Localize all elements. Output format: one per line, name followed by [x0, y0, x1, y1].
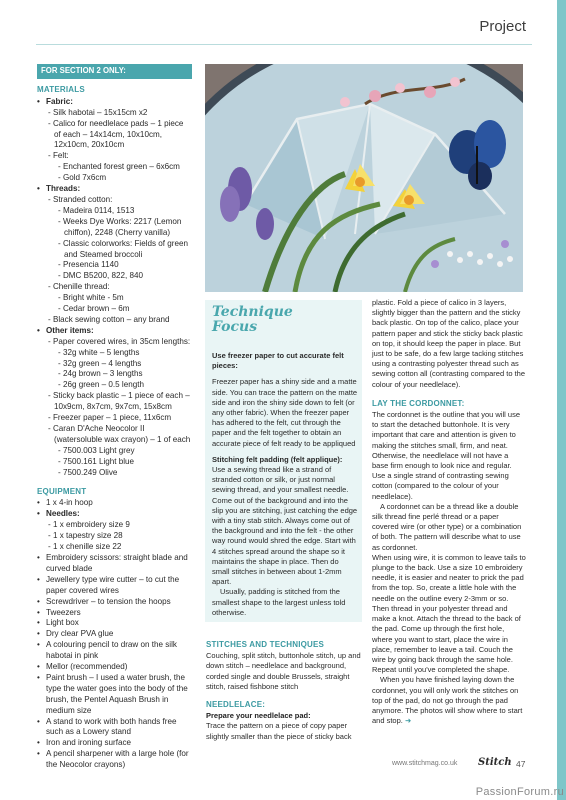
- right-column: [372, 298, 526, 726]
- list-item: • Threads:: [37, 184, 192, 195]
- footer-url: www.stitchmag.co.uk: [392, 760, 458, 767]
- list-item: - Calico for needlelace pads – 1 piece of each – 14x14cm, 10x10cm, 12x10cm, 20x10cm: [48, 118, 184, 150]
- list-item: • Fabric:: [37, 97, 192, 108]
- equipment-heading: EQUIPMENT: [37, 486, 87, 496]
- list-item: - Sticky back plastic – 1 piece of each – 10x9cm, 8x7cm, 9x7cm, 15x8cm: [48, 391, 190, 412]
- technique-focus-body: [212, 351, 358, 624]
- list-item: - Felt:: [48, 151, 69, 161]
- page-number: 47: [516, 759, 526, 769]
- list-item: - Black sewing cotton – any brand: [48, 314, 170, 324]
- embroidery-photo: [205, 64, 523, 292]
- list-item: - 1 x tapestry size 28: [48, 531, 123, 541]
- section-banner: FOR SECTION 2 ONLY:: [37, 64, 192, 79]
- header-rule: [36, 44, 532, 45]
- list-item: - Silk habotai – 15x15cm x2: [48, 107, 148, 117]
- materials-column: [37, 64, 192, 771]
- felt-padding-heading: Stitching felt padding (felt applique):: [212, 454, 343, 464]
- materials-heading: MATERIALS: [37, 84, 85, 94]
- freezer-paper-heading: Use freezer paper to cut accurate felt pieces:: [212, 351, 344, 371]
- continue-arrow-icon: ➜: [404, 716, 412, 726]
- cordonnet-text-2: A cordonnet can be a thread like a double silk thread fine perlé thread or a paper covered wire (or other type) or a combination of both. The pattern will describe what to use as cordonnet.: [372, 501, 522, 552]
- cordonnet-text-3: When using wire, it is common to leave tails to plunge to the back. Use a size 10 embroidery needle, it is easier and neater to prick the pad from the top. So, create a little hole with the needle on the outline every 2-3mm or so. Then thread in your polyester thread and make a knot. Attach the thread to the back of the pad. Come up through the first hole, where you want to start, place the wire in place, remember to leave a tail. Couch the wire by going back through the same hole. Repeat until you've completed the shape.: [372, 552, 526, 675]
- felt-padding-note: Usually, padding is stitched from the smallest shape to the largest unless told otherwise.: [212, 587, 346, 617]
- page-footer: [392, 757, 526, 769]
- page-edge-band: [557, 0, 566, 800]
- list-item: - Classic colorworks: Fields of green and Steamed broccoli: [58, 238, 188, 259]
- equipment-list: [37, 498, 192, 771]
- list-item: - Bright white - 5m: [58, 293, 124, 303]
- watermark: PassionForum.ru: [475, 786, 564, 798]
- list-item: - 1 x embroidery size 9: [48, 520, 130, 530]
- list-item: • Light box: [37, 618, 192, 629]
- list-item: - Stranded cotton:: [48, 194, 113, 204]
- list-item: • Iron and ironing surface: [37, 738, 192, 749]
- list-item: • Embroidery scissors: straight blade and curved blade: [37, 553, 192, 575]
- list-item: - Weeks Dye Works: 2217 (Lemon chiffon), 2248 (Cherry vanilla): [58, 216, 182, 237]
- technique-focus-title: Technique Focus: [212, 304, 293, 335]
- list-item: • 1 x 4-in hoop: [37, 498, 192, 509]
- felt-padding-text: Use a sewing thread like a strand of stranded cotton or silk, or just normal sewing thread, and your smallest needle. Come out of the background and into the slip you are stitching, just catching the edge with a tiny stab stitch. Always come out of the background and into the felt - the other way round would shred the edge. Start with 4 stitches spread around the shape so it maintains the shape in place. Then do small stitches in between about 1-2mm apart.: [212, 465, 358, 587]
- footer-brand-logo: Stitch: [478, 757, 512, 768]
- list-item: - Paper covered wires, in 35cm lengths:: [48, 336, 191, 346]
- cordonnet-heading: LAY THE CORDONNET:: [372, 398, 465, 408]
- list-item: - Presencia 1140: [58, 260, 119, 270]
- needlelace-pad-heading: Prepare your needlelace pad:: [206, 711, 311, 721]
- stitches-section: [206, 640, 363, 742]
- list-item: - 1 x chenille size 22: [48, 542, 122, 552]
- list-item: • A colouring pencil to draw on the silk habotai in pink: [37, 640, 192, 662]
- list-item: - 7500.161 Light blue: [58, 456, 135, 466]
- list-item: - 32g white – 5 lengths: [58, 347, 140, 357]
- list-item: • Screwdriver – to tension the hoops: [37, 597, 192, 608]
- list-item: • A pencil sharpener with a large hole (for the Neocolor crayons): [37, 749, 192, 771]
- list-item: • Mellor (recommended): [37, 662, 192, 673]
- stitches-heading: STITCHES AND TECHNIQUES: [206, 640, 325, 649]
- list-item: - Freezer paper – 1 piece, 11x6cm: [48, 413, 172, 423]
- list-item: - Enchanted forest green – 6x6cm: [58, 162, 180, 172]
- cordonnet-text-4: When you have finished laying down the cordonnet, you will only work the stitches on top of the pad, do not go through the pad anymore. The photos will show where to start and stop.: [372, 675, 523, 726]
- list-item: - Cedar brown – 6m: [58, 304, 130, 314]
- stitches-text: Couching, split stitch, buttonhole stitch, up and down stitch – needlelace and background, corded single and double Brussels, straight stitch, raised fishbone stitch: [206, 651, 361, 691]
- list-item: - Caran D'Ache Neocolor II (watersoluble wax crayon) – 1 of each: [48, 424, 191, 444]
- list-item: - 32g green – 4 lengths: [58, 358, 142, 368]
- list-item: • A stand to work with both hands free such as a Lowery stand: [37, 717, 192, 739]
- needlelace-pad-text: Trace the pattern on a piece of copy paper slightly smaller than the piece of sticky back: [206, 721, 352, 741]
- list-item: - Chenille thread:: [48, 282, 110, 292]
- materials-list: [37, 97, 192, 479]
- list-item: • Paint brush – I used a water brush, the type the water goes into the body of the brush, the Pentel Aquash Brush in medium size: [37, 673, 192, 717]
- list-item: - 24g brown – 3 lengths: [58, 369, 143, 379]
- list-item: - 7500.249 Olive: [58, 467, 118, 477]
- list-item: - 26g green – 0.5 length: [58, 380, 144, 390]
- pad-continued-text: plastic. Fold a piece of calico in 3 layers, slightly bigger than the pattern and the sticky back plastic. On top of the calico, place your pattern paper and stick the sticky back plastic on top, it should keep the paper in place. But just to be safe, do a few large tacking stitches using a contrasting polyester thread such as sewing cotton all (contrasting compared to the colour of your needlelace).: [372, 298, 525, 389]
- list-item: • Other items:: [37, 326, 192, 337]
- section-label: Project: [479, 18, 526, 35]
- list-item: • Dry clear PVA glue: [37, 629, 192, 640]
- cordonnet-text-1: The cordonnet is the outline that you will use to start the detached buttonhole. It is very important that care and attention is given to making the stitches small, firm, and neat. Otherwise, the needlelace will not have a base firm enough to look nice and regular. Use a single strand of contrasting sewing cotton (compared to the colour of your needlelace).: [372, 410, 521, 501]
- list-item: - Gold 7x6cm: [58, 173, 107, 183]
- list-item: • Needles:: [37, 509, 192, 520]
- freezer-paper-text: Freezer paper has a shiny side and a matte side. You can trace the pattern on the matte side and iron the shiny side down to felt (or any other fabric). When the freezer paper has adhered to the felt, cut through the paper and the felt together to obtain an accurate piece of felt ready to be appliqued: [212, 377, 358, 448]
- list-item: • Jewellery type wire cutter – to cut the paper covered wires: [37, 575, 192, 597]
- needlelace-heading: NEEDLELACE:: [206, 700, 266, 710]
- list-item: - 7500.003 Light grey: [58, 445, 135, 455]
- list-item: - DMC B5200, 822, 840: [58, 271, 144, 281]
- list-item: • Tweezers: [37, 608, 192, 619]
- list-item: - Madeira 0114, 1513: [58, 205, 135, 215]
